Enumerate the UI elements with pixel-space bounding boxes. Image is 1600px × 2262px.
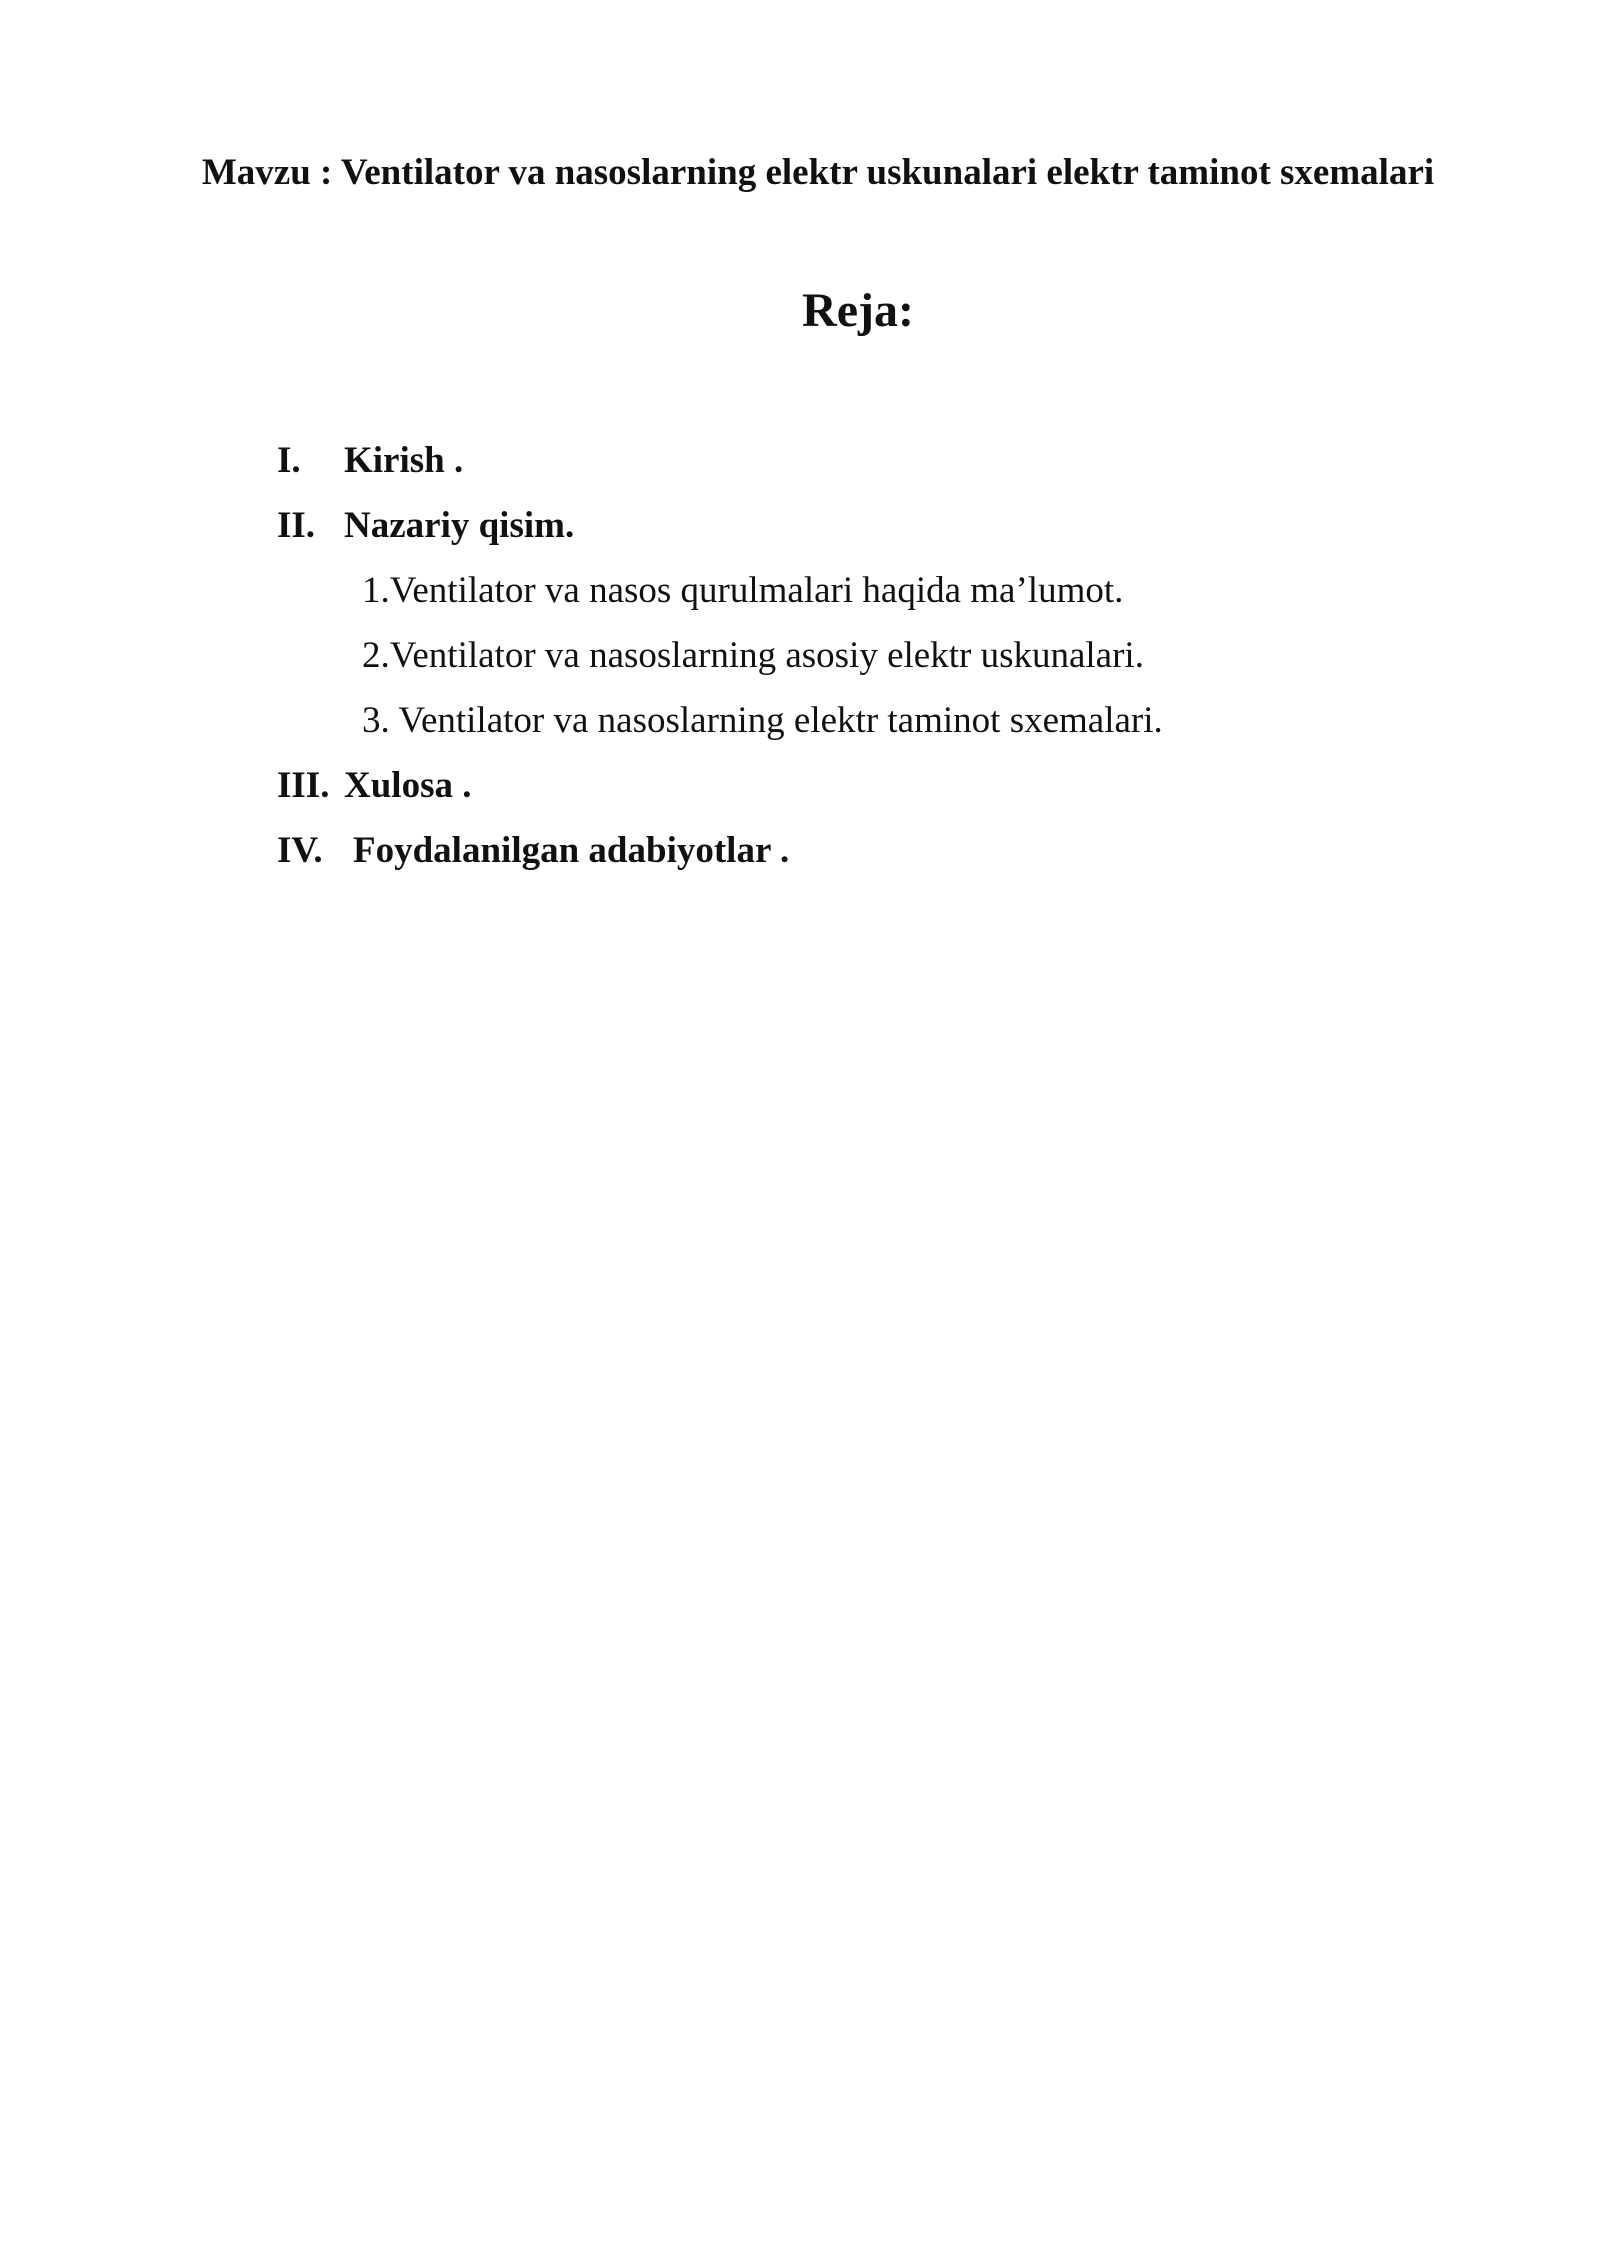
outline-label: Foydalanilgan adabiyotlar .	[353, 830, 790, 871]
subitem-label: 2.Ventilator va nasoslarning asosiy elektr uskunalari.	[362, 635, 1144, 676]
outline-label: Nazariy qisim.	[344, 505, 575, 546]
topic-title: Mavzu : Ventilator va nasoslarning elektr uskunalari elektr taminot sxemalari	[201, 152, 1435, 193]
subitem-label: 3. Ventilator va nasoslarning elektr taminot sxemalari.	[362, 700, 1163, 741]
outline-numeral: IV.	[277, 830, 323, 871]
outline-numeral: I.	[277, 440, 301, 481]
subitem-label: 1.Ventilator va nasos qurulmalari haqida ma’lumot.	[362, 570, 1124, 611]
plan-heading: Reja:	[802, 284, 914, 337]
outline-label: Xulosa .	[344, 765, 472, 806]
outline-numeral: III.	[277, 765, 330, 806]
outline-label: Kirish .	[344, 440, 464, 481]
outline-numeral: II.	[277, 505, 316, 546]
